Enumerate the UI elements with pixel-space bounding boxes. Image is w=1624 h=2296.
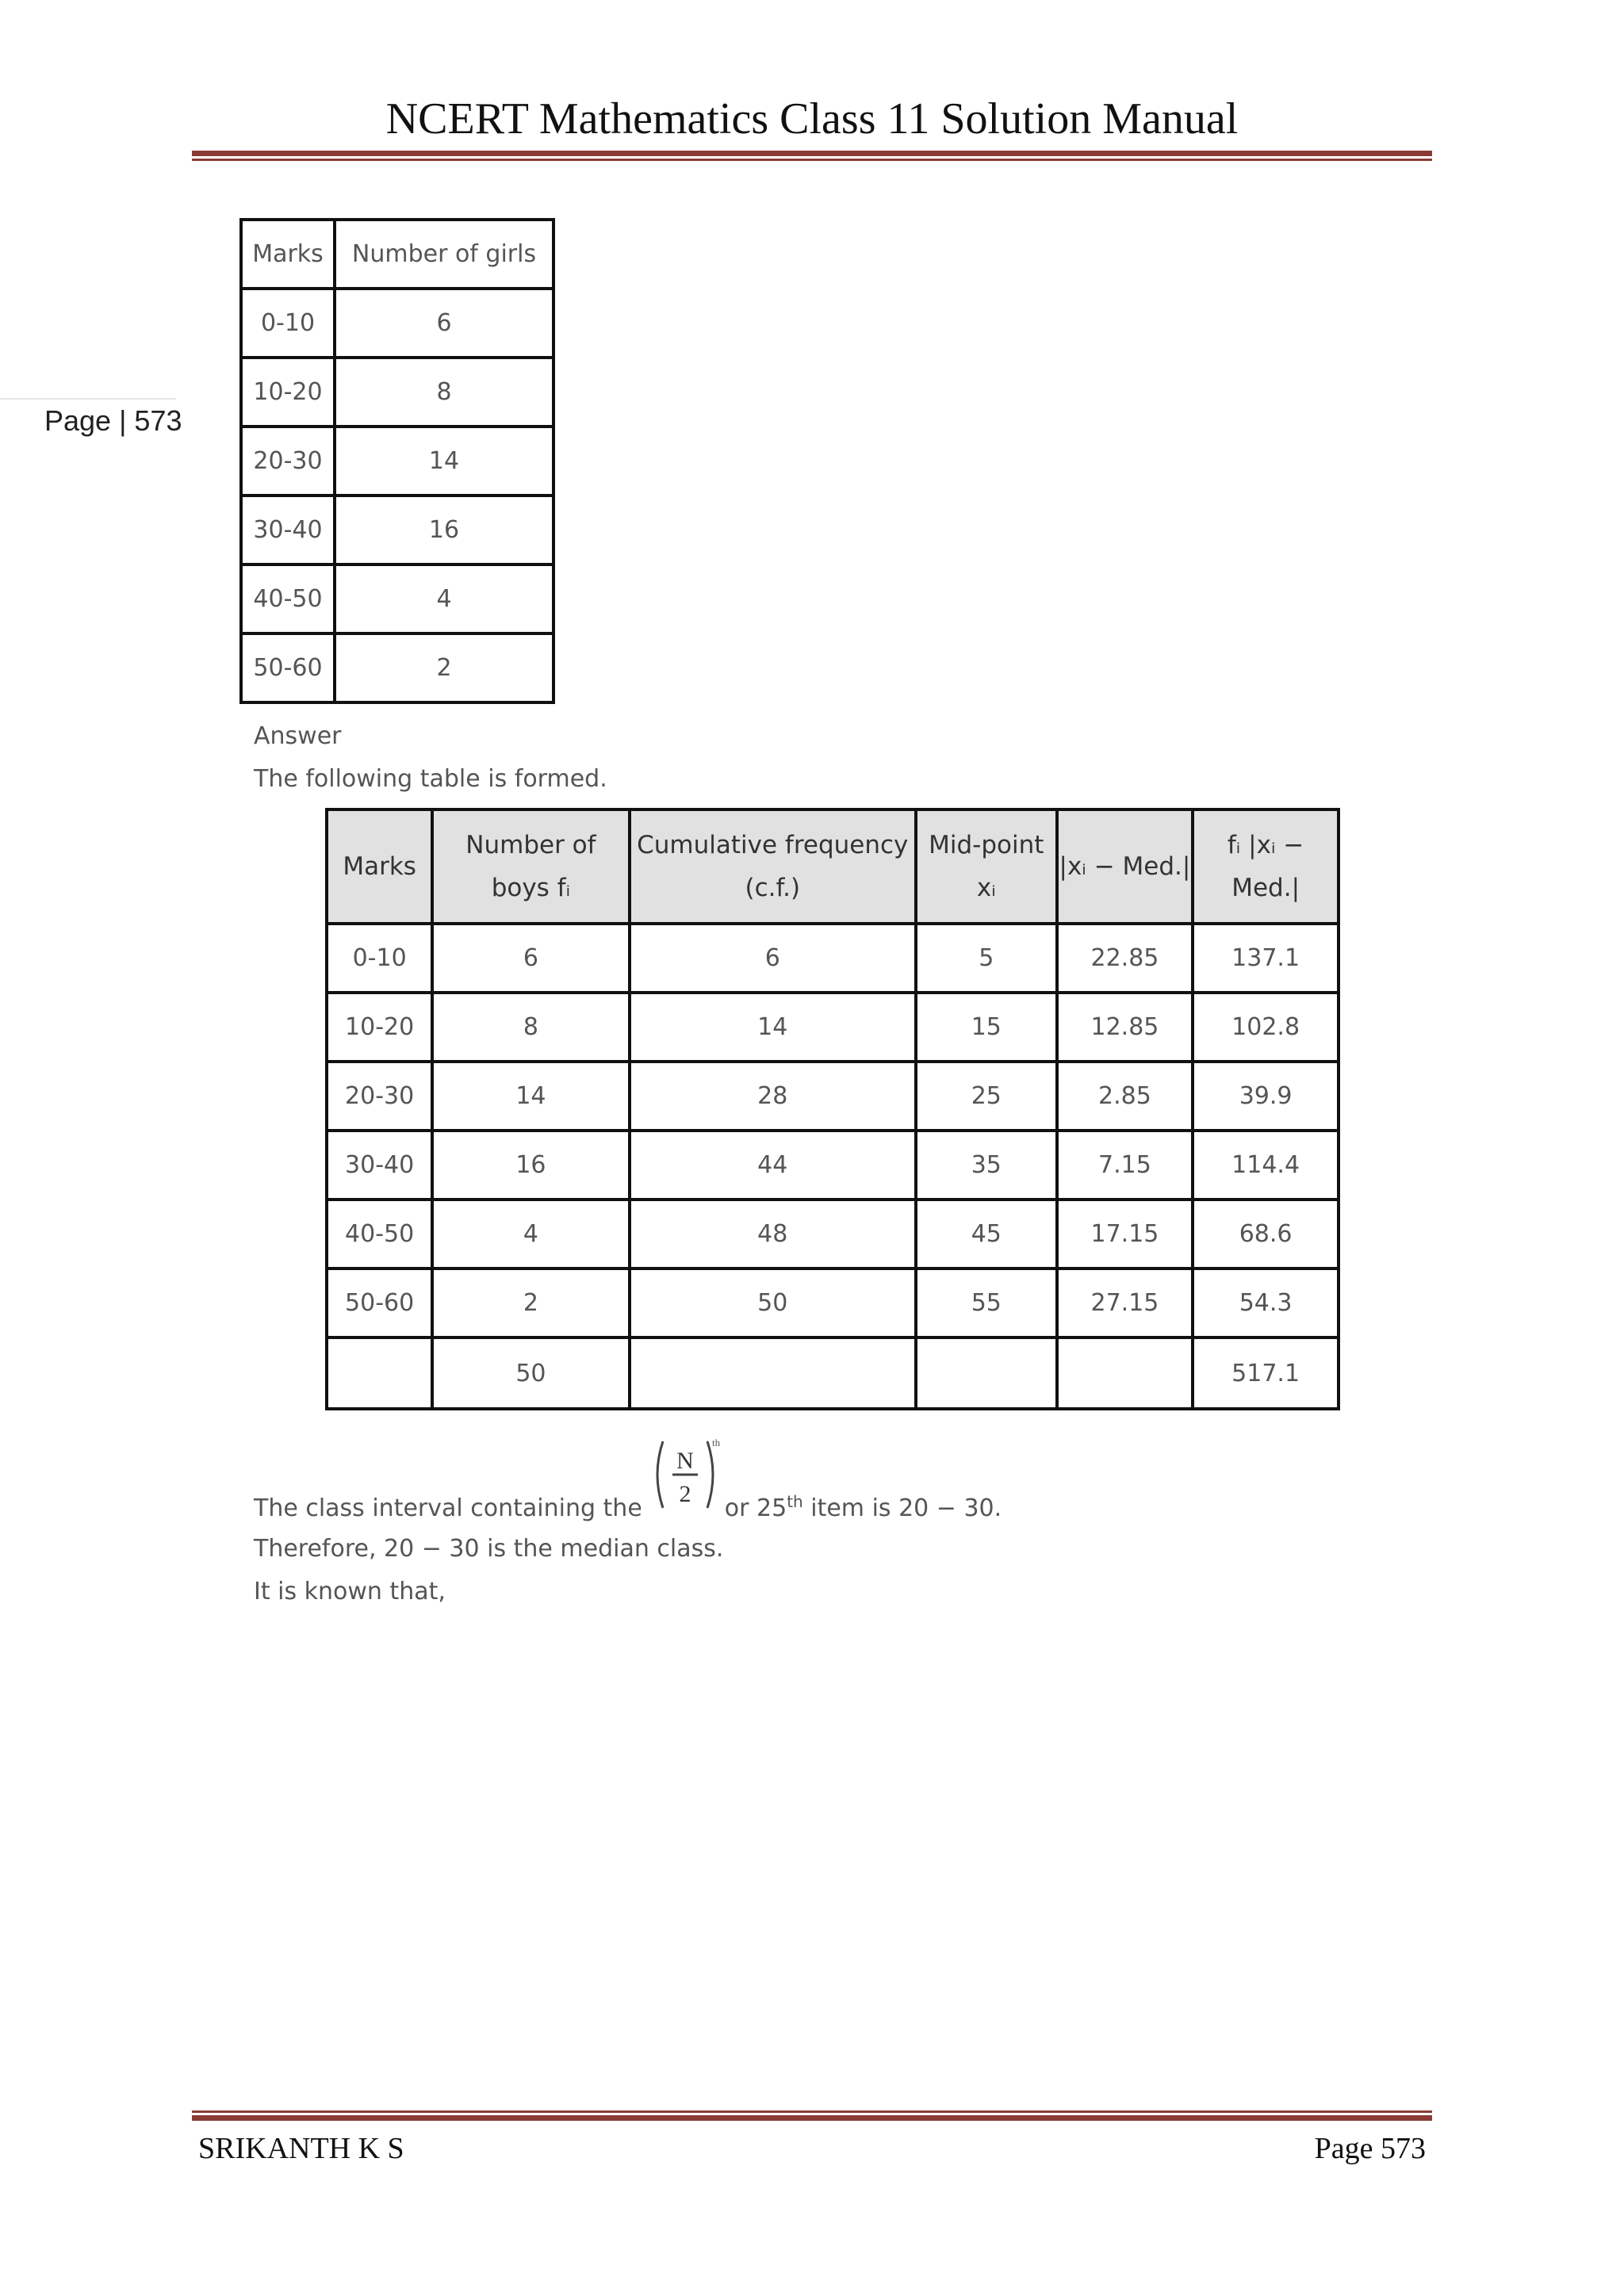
table-row (327, 993, 1339, 1062)
table-cell: 40-50 (327, 1200, 432, 1269)
header-rule (192, 151, 1432, 156)
footer-page-number: Page 573 (1314, 2132, 1426, 2165)
table-cell: 102.8 (1193, 993, 1339, 1062)
table-cell: 8 (335, 358, 553, 427)
table-cell: 50-60 (327, 1269, 432, 1337)
table-total-row (327, 1337, 1339, 1409)
footer-rule-thin (192, 2110, 1432, 2113)
table-row (241, 633, 553, 702)
table-cell: 20-30 (327, 1062, 432, 1131)
table-header-cell: fᵢ |xᵢ − Med.| (1193, 809, 1339, 924)
table-cell: 137.1 (1193, 924, 1339, 993)
median-text-part3: item is 20 − 30. (802, 1494, 1002, 1522)
table-row (327, 1200, 1339, 1269)
table-cell: 6 (432, 924, 629, 993)
table-cell: 30-40 (327, 1131, 432, 1200)
answer-label: Answer (254, 722, 342, 750)
median-text-part1: The class interval containing the (254, 1494, 642, 1522)
header-rule-thin (192, 159, 1432, 161)
table-row (327, 1269, 1339, 1337)
table-cell: 16 (335, 496, 553, 564)
footer-author: SRIKANTH K S (198, 2132, 404, 2165)
table-cell: 50-60 (241, 633, 335, 702)
table-row (241, 427, 553, 496)
table-cell: 517.1 (1193, 1337, 1339, 1409)
table-row (327, 1131, 1339, 1200)
table-cell: 45 (916, 1200, 1057, 1269)
table-cell: 6 (630, 924, 916, 993)
page-title: NCERT Mathematics Class 11 Solution Manual (385, 94, 1239, 144)
table-cell: 10-20 (241, 358, 335, 427)
table-header-cell: Number of girls (335, 220, 553, 289)
table-cell: 7.15 (1057, 1131, 1193, 1200)
intro-text: The following table is formed. (254, 765, 607, 793)
boys-median-deviation-table (325, 808, 1340, 1410)
median-class-text: Therefore, 20 − 30 is the median class. (254, 1535, 724, 1563)
table-row (241, 496, 553, 564)
side-page-number: Page | 573 (44, 404, 182, 437)
table-cell: 48 (630, 1200, 916, 1269)
table-row (241, 289, 553, 358)
fraction-numerator: N (676, 1448, 694, 1474)
table-row (241, 358, 553, 427)
table-header-cell: Marks (241, 220, 335, 289)
table-header-row (327, 809, 1339, 924)
table-cell (916, 1337, 1057, 1409)
table-cell (630, 1337, 916, 1409)
table-header-cell: Mid-point xᵢ (916, 809, 1057, 924)
table-header-cell: Marks (327, 809, 432, 924)
table-cell: 14 (630, 993, 916, 1062)
table-cell: 2 (432, 1269, 629, 1337)
table-header-row (241, 220, 553, 289)
table-header-cell: |xᵢ − Med.| (1057, 809, 1193, 924)
table-cell: 114.4 (1193, 1131, 1339, 1200)
table-cell (327, 1337, 432, 1409)
footer-rule (192, 2115, 1432, 2121)
table-cell: 30-40 (241, 496, 335, 564)
table-cell: 28 (630, 1062, 916, 1131)
table-cell: 39.9 (1193, 1062, 1339, 1131)
table-cell: 50 (432, 1337, 629, 1409)
table-cell: 4 (335, 564, 553, 633)
table-header-cell: Number of boys fᵢ (432, 809, 629, 924)
table-cell: 15 (916, 993, 1057, 1062)
table-cell: 25 (916, 1062, 1057, 1131)
table-row (327, 1062, 1339, 1131)
table-cell: 50 (630, 1269, 916, 1337)
table-cell: 14 (432, 1062, 629, 1131)
girls-marks-table (239, 218, 555, 704)
median-text-sup: th (787, 1492, 803, 1511)
table-cell: 2.85 (1057, 1062, 1193, 1131)
fraction-superscript: th (712, 1437, 721, 1448)
table-cell: 35 (916, 1131, 1057, 1200)
table-cell: 22.85 (1057, 924, 1193, 993)
table-cell: 0-10 (327, 924, 432, 993)
table-row (327, 924, 1339, 993)
table-cell: 54.3 (1193, 1269, 1339, 1337)
n-over-2-fraction (649, 1435, 722, 1514)
table-cell: 44 (630, 1131, 916, 1200)
table-cell: 12.85 (1057, 993, 1193, 1062)
table-cell: 6 (335, 289, 553, 358)
table-header-cell: Cumulative frequency (c.f.) (630, 809, 916, 924)
table-cell: 16 (432, 1131, 629, 1200)
known-text: It is known that, (254, 1578, 446, 1605)
median-text-part2: or 25 (724, 1494, 787, 1522)
fraction-denominator: 2 (679, 1481, 691, 1507)
median-position-text (254, 1492, 1002, 1522)
table-cell: 27.15 (1057, 1269, 1193, 1337)
table-cell: 4 (432, 1200, 629, 1269)
table-cell: 14 (335, 427, 553, 496)
table-row (241, 564, 553, 633)
table-cell: 55 (916, 1269, 1057, 1337)
table-cell: 40-50 (241, 564, 335, 633)
table-cell: 5 (916, 924, 1057, 993)
table-cell: 20-30 (241, 427, 335, 496)
table-cell: 8 (432, 993, 629, 1062)
table-cell: 68.6 (1193, 1200, 1339, 1269)
table-cell (1057, 1337, 1193, 1409)
table-cell: 17.15 (1057, 1200, 1193, 1269)
table-cell: 2 (335, 633, 553, 702)
table-cell: 10-20 (327, 993, 432, 1062)
table-cell: 0-10 (241, 289, 335, 358)
side-divider (0, 398, 176, 400)
